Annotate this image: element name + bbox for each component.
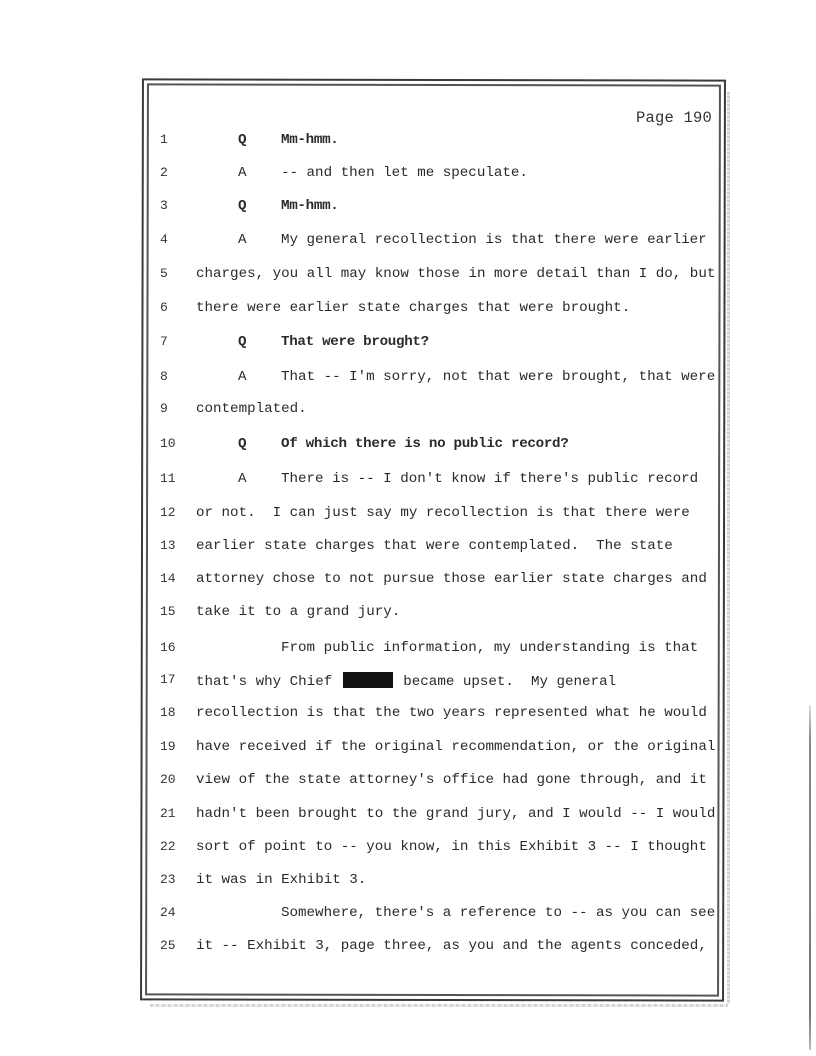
line-number: 14 [160, 571, 176, 586]
line-text [281, 232, 707, 248]
transcript-line [0, 772, 816, 792]
line-text-content: From public information, my understanding is that [281, 640, 699, 656]
line-text [281, 132, 339, 148]
line-text-content: it was in Exhibit 3. [196, 872, 367, 888]
line-number: 19 [160, 739, 176, 754]
line-text [196, 604, 400, 620]
line-text-content: became upset. My general [403, 674, 617, 690]
line-text [196, 538, 673, 554]
transcript-line [0, 165, 816, 185]
transcript-line [0, 505, 816, 525]
line-text-content: sort of point to -- you know, in this Exhibit 3 -- I thought [196, 839, 707, 855]
line-number: 24 [160, 905, 176, 920]
transcript-line [0, 300, 816, 320]
line-number: 22 [160, 839, 176, 854]
line-text [196, 505, 690, 521]
line-text [281, 334, 429, 350]
transcript-line [0, 266, 816, 286]
transcript-line [0, 369, 816, 389]
transcript-line [0, 198, 816, 218]
line-number: 15 [160, 604, 176, 619]
line-text-content: That were brought? [281, 334, 429, 350]
line-text-content: Mm-hmm. [281, 132, 339, 148]
line-text [196, 705, 707, 721]
line-text [196, 938, 707, 954]
transcript-line [0, 401, 816, 421]
line-text-content: charges, you all may know those in more detail than I do, but [196, 266, 716, 282]
transcript-line [0, 436, 816, 456]
line-number: 20 [160, 772, 176, 787]
line-text [281, 369, 715, 385]
line-text-content: Of which there is no public record? [281, 436, 569, 452]
line-number: 17 [160, 672, 176, 687]
line-text-content: My general recollection is that there were earlier [281, 232, 707, 248]
line-text-content: Mm-hmm. [281, 198, 339, 214]
line-number: 5 [160, 266, 168, 281]
line-text-content: There is -- I don't know if there's public record [281, 471, 699, 487]
line-text-content: -- and then let me speculate. [281, 165, 528, 181]
transcript-line [0, 538, 816, 558]
line-number: 11 [160, 471, 176, 486]
line-number: 18 [160, 705, 176, 720]
line-text [281, 640, 698, 656]
transcript-line [0, 672, 816, 692]
line-text [196, 401, 307, 417]
line-text [281, 905, 715, 921]
line-text-content: or not. I can just say my recollection is that there were [196, 505, 690, 521]
transcript-line [0, 872, 816, 892]
line-text-content: Somewhere, there's a reference to -- as you can see [281, 905, 716, 921]
transcript-line [0, 905, 816, 925]
line-number: 21 [160, 806, 176, 821]
line-number: 6 [160, 300, 168, 315]
transcript-line [0, 705, 816, 725]
page-number: Page 190 [636, 109, 713, 127]
line-text [196, 806, 715, 822]
line-text-content: hadn't been brought to the grand jury, and I would -- I would [196, 806, 716, 822]
line-number: 12 [160, 505, 176, 520]
line-number: 7 [160, 334, 168, 349]
transcript-line [0, 471, 816, 491]
line-text-content: view of the state attorney's office had gone through, and it [196, 772, 707, 788]
line-number: 10 [160, 436, 176, 451]
line-text-content: recollection is that the two years represented what he would [196, 705, 707, 721]
speaker-label: A [238, 232, 247, 248]
line-text [281, 198, 339, 214]
line-text-content: earlier state charges that were contemplated. The state [196, 538, 673, 554]
line-text-content: take it to a grand jury. [196, 604, 401, 620]
line-text [196, 872, 366, 888]
line-number: 13 [160, 538, 176, 553]
redaction-box [343, 672, 393, 688]
line-number: 2 [160, 165, 168, 180]
line-text-content: That -- I'm sorry, not that were brought, that were [281, 369, 716, 385]
transcript-line [0, 604, 816, 624]
speaker-label: Q [238, 334, 247, 350]
transcript-line [0, 334, 816, 354]
line-number: 9 [160, 401, 168, 416]
line-text-content: have received if the original recommendation, or the original [196, 739, 716, 755]
line-text [196, 300, 630, 316]
line-text [281, 436, 569, 452]
line-text-content: it -- Exhibit 3, page three, as you and the agents conceded, [196, 938, 707, 954]
line-number: 23 [160, 872, 176, 887]
line-number: 25 [160, 938, 176, 953]
line-number: 8 [160, 369, 168, 384]
line-text [281, 471, 698, 487]
line-number: 16 [160, 640, 176, 655]
transcript-line [0, 132, 816, 152]
line-text [196, 672, 616, 690]
line-text [196, 739, 715, 755]
transcript-line [0, 839, 816, 859]
line-text [196, 571, 707, 587]
line-text-content: that's why Chief [196, 674, 333, 690]
speaker-label: A [238, 369, 247, 385]
line-text [196, 266, 715, 282]
speaker-label: A [238, 165, 247, 181]
line-number: 1 [160, 132, 168, 147]
line-text-content: contemplated. [196, 401, 307, 417]
line-number: 3 [160, 198, 168, 213]
transcript-line [0, 739, 816, 759]
speaker-label: Q [238, 132, 247, 148]
transcript-line [0, 571, 816, 591]
line-text-content: there were earlier state charges that were brought. [196, 300, 631, 316]
transcript-line [0, 806, 816, 826]
scan-shadow-bottom [150, 1004, 728, 1007]
speaker-label: A [238, 471, 247, 487]
transcript-line [0, 640, 816, 660]
speaker-label: Q [238, 198, 247, 214]
transcript-line [0, 232, 816, 252]
transcript-line [0, 938, 816, 958]
line-text [281, 165, 528, 181]
line-text [196, 772, 707, 788]
line-number: 4 [160, 232, 168, 247]
line-text [196, 839, 707, 855]
speaker-label: Q [238, 436, 247, 452]
line-text-content: attorney chose to not pursue those earlier state charges and [196, 571, 707, 587]
